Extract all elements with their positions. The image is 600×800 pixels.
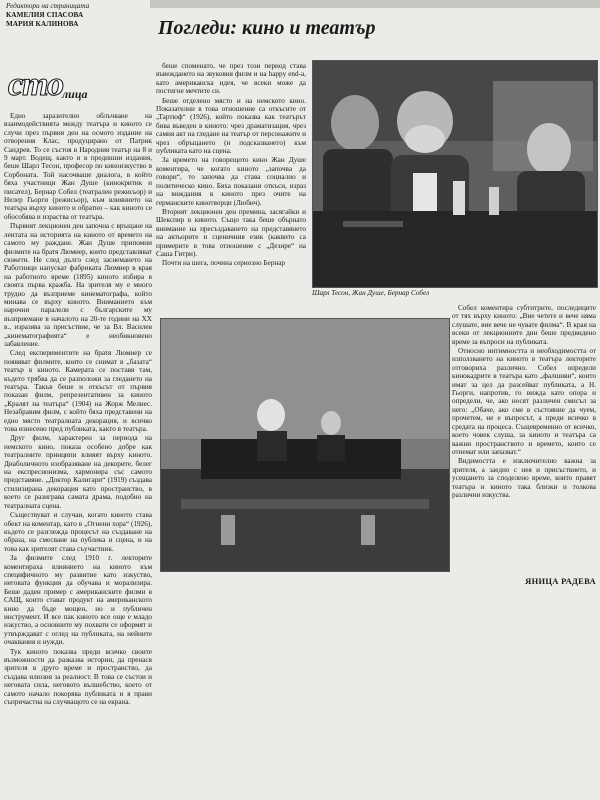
paragraph: Беше отделено място и на немското кино. Показателни в това отношение са откъсите от „Тартюф“ (1926), който показва как театърът бива въведен в киното: чрез драматизация, чрез самия акт на гледане на театър от персонажите и чрез обръщането (и подсказването) към публиката като на сцена.: [156, 96, 306, 156]
editor-name: МАРИЯ КАЛИНОВА: [6, 20, 79, 28]
top-rule: [150, 0, 600, 8]
page-editors: [6, 2, 146, 29]
editor-name: КАМЕЛИЯ СПАСОВА: [6, 11, 84, 19]
photo-panel-speakers: [312, 60, 598, 288]
article-headline: Погледи: кино и театър: [158, 17, 376, 39]
paragraph: Относно интимността и необходимостта от използването на киното в театъра лекторите отговориха различно. Собел определи кинокадрите в театъра като „фалшиви“, които имат за цел да разсейват публиката, а Н. Гьорги, напротив, го вижда като опора и определи, че, ако носят различен смисъл за него: „Обаче, ако сме в състояние да чуем, прочетем, не е въпросът, а преди всичко в средата на процеса. Същевременно от всичко, което човек слуша, за киното и театъра са важни пространството и времето, които се отнемат или запазват.“: [452, 347, 596, 456]
article-column-middle: [156, 62, 306, 310]
paragraph: Видимостта е изключително важна за зрителя, а заедно с нея и присъствието, и усещането за споделено време, които правят театъра и киното така близки и толкова различни изкуства.: [452, 457, 596, 499]
paragraph: За филмите след 1910 г. лекторите коментираха влиянието на киното към специфичното му развитие като изкуство, неговата функция да обучава и морализира. Беше даден пример с американските филми в САЩ, които стават продукт на американското кино да бъде мощен, но и публичен инструмент. И все пак киното все още е младо изкуство, а основните му похвати се оформят и утвърждават с оглед на публиката, на нейните очаквания и нужди.: [4, 554, 152, 647]
paragraph: Съществуват и случаи, когато киното става обект на коментар, като в „Огнени хора“ (1926), където се разглежда процесът на създаване на образа, на смесване на публика и сцена, и на това как зрителят става съучастник.: [4, 511, 152, 553]
section-rubric: [8, 68, 96, 104]
paragraph: беше споменато, че през този период става въвеждането на звуковия филм и на happy end-а, като американска идея, че всеки може да постигне мечтите си.: [156, 62, 306, 96]
author-signature: ЯНИЦА РАДЕВА: [525, 576, 596, 586]
photo-stage-image: [161, 319, 449, 571]
paragraph: За времето на говорещото кино Жан Душе коментира, че когато киното „започва да говори“, то започва да става социално и политическо кино. Бяха показани откъси, израз на виждания в киното през очите на германските кинотворци (Любич).: [156, 156, 306, 207]
editors-role: Редактори на страницата: [6, 2, 90, 10]
photo-caption: Шарл Тесон, Жан Душе, Бернар Собел: [312, 289, 430, 297]
article-column-left: [4, 112, 152, 796]
paragraph: Вторият лекционен ден премина, засягайки и Шекспир в киното. Също така беше обърнато внимание на пресъздаването на представянето на актьорите и сценичния език (каквито са примерите в това отношение с „Дезире“ на Саша Гитри).: [156, 207, 306, 258]
paragraph: Първият лекционен ден започна с връщане на лентата на историята на киното от времето на самото му раждане. Жан Душе припомни филмите на братя Люмиер, които представляват сюжети. Не след дълго след заснемането на Работници напускат фабриката Люмиер в края на работното време (1895) киното избира в своята първа кражба. На зрителя му е много трудно да възприеме кинематографа, който минава се върху киното. Вниманието към нарочни паралели с българските му възприемане в началото на 20-те години на ХХ в., изразява за присъствие, че за Вл. Василев „кинематографията“ е необикновено забавление.: [4, 222, 152, 348]
paragraph: Тук киното показва преди всичко своите възможности да разказва истории, да пренася зрителя в друго време и пространство, да създава илюзия за реалност. В това се състои и неговата сила, неговото вълшебство, което от самото начало покорява публиката и я прави съпричастна на случващото се на екрана.: [4, 647, 152, 707]
paragraph: След експериментите на братя Люмиер се появяват филмите, които се снимат в „базата“ театър в киното. Камерата се поставя там, където трябва да се разположи за гледането на театъра. Такъв беше и откъсът от първия показан филм, репрезентативен за киното „Кралят на театъра“ (1904) на Жорж Мелиес. Незабравим филм, с който бяха представени на едно място театралната декорация, и всичко това изнесено пред публиката, както в театъра.: [4, 349, 152, 434]
photo-speakers-image: [313, 61, 597, 287]
paragraph: Собел коментира субтитрите, последиците от тях върху киното: „Вие четете и вече няма слушате, вие вече не чувате филма“. В края на всеки от лекционните дни беше предвидено време за въпроси на публиката.: [452, 304, 596, 346]
rubric-sub: лица: [62, 87, 88, 101]
photo-panel-stage: [160, 318, 450, 572]
article-column-right: [452, 304, 596, 588]
paragraph: Едно заразително облъчване на взаимодействията между театъра и киното се случи през първия ден на осмото издание на отворения Клас, продуцирано от Патрик Сандрев. То се състоя в Народния театър на 8 и 9 март. Водещ, както и в предишни издания, беше Шарл Тесон, професор по киноизкуство в Сорбоната. Той насочваше диалога, в който бяха участници Жан Душе (кинокритик и писател), Бернар Собел (театрален режисьор) и Нелер Гьорги (режисьор), към влиянието на театъра върху киното и обратно – как киното се обособява и израства от театъра.: [4, 112, 152, 221]
paragraph: Друг филм, характерен за периода на немското кино, показа особено добре как театралните принципи влияят върху киното. Диаболичното изобразяване на декорите, белег на експресионизма, хармонира със самото представяне. „Доктор Калигари“ (1919) създава стилизирана декорация като пространство, в което се разиграва самата драма, подобно на театралната сцена.: [4, 434, 152, 510]
rubric-main: сто: [8, 66, 64, 103]
paragraph: Почти на шега, почина сериозно Бернар: [162, 259, 285, 268]
